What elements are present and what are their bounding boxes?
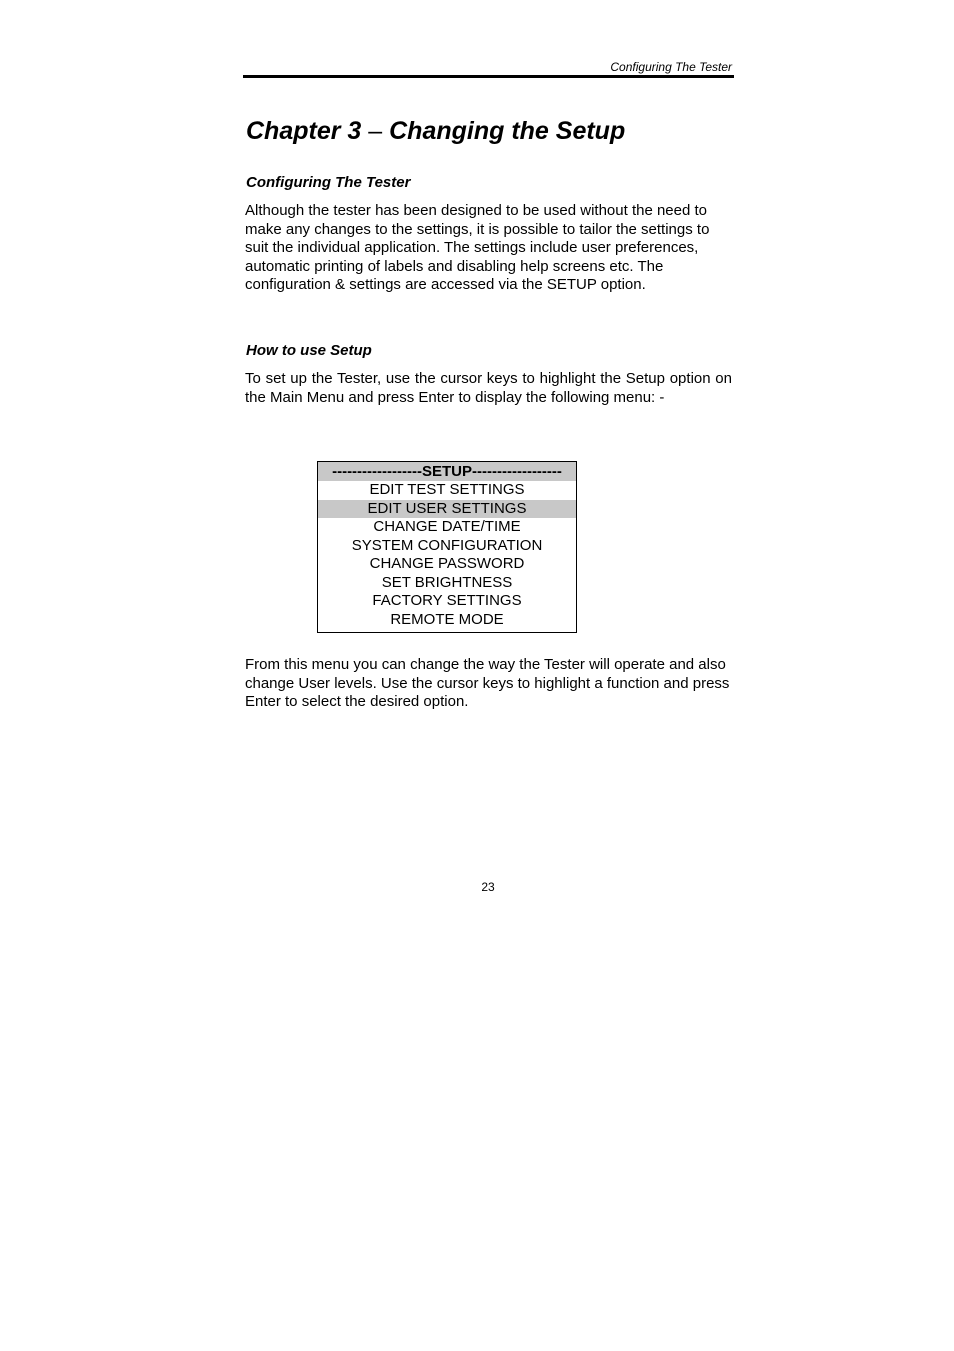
setup-menu-title: ------------------SETUP------------------ [318, 462, 576, 481]
menu-item-edit-test-settings[interactable]: EDIT TEST SETTINGS [369, 481, 525, 498]
menu-item-remote-mode[interactable]: REMOTE MODE [390, 610, 504, 628]
chapter-title [246, 114, 625, 148]
setup-menu [317, 461, 577, 633]
menu-item-edit-user-settings[interactable]: EDIT USER SETTINGS [318, 500, 576, 519]
menu-item-set-brightness[interactable]: SET BRIGHTNESS [381, 573, 513, 591]
section-heading-how-to-use: How to use Setup [246, 342, 372, 359]
section-heading-configuring: Configuring The Tester [246, 174, 411, 191]
chapter-number: Chapter 3 [246, 117, 362, 145]
setup-menu-list [318, 481, 576, 629]
paragraph-closing: From this menu you can change the way the Tester will operate and also change User levels. Use the cursor keys to highlight a function and press Enter to select the desired option. [245, 656, 730, 710]
header-rule [243, 75, 734, 78]
page-number: 23 [481, 880, 495, 894]
menu-item-factory-settings[interactable]: FACTORY SETTINGS [372, 592, 522, 609]
menu-item-change-date-time[interactable]: CHANGE DATE/TIME [373, 518, 521, 535]
menu-item-change-password[interactable]: CHANGE PASSWORD [369, 555, 525, 572]
chapter-name: Changing the Setup [389, 117, 626, 145]
paragraph-how-to-use: To set up the Tester, use the cursor keys to highlight the Setup option on the Main Menu and press Enter to display the following menu: - [245, 370, 732, 406]
menu-item-system-configuration[interactable]: SYSTEM CONFIGURATION [351, 536, 543, 554]
chapter-separator: – [368, 117, 383, 145]
running-header: Configuring The Tester [610, 60, 732, 74]
paragraph-configuring: Although the tester has been designed to be used without the need to make any changes to the settings, it is possible to tailor the settings to suit the individual application. The settings include user preferences, automatic printing of labels and disabling help screens etc. The configuration & settings are accessed via the SETUP option. [245, 202, 710, 293]
